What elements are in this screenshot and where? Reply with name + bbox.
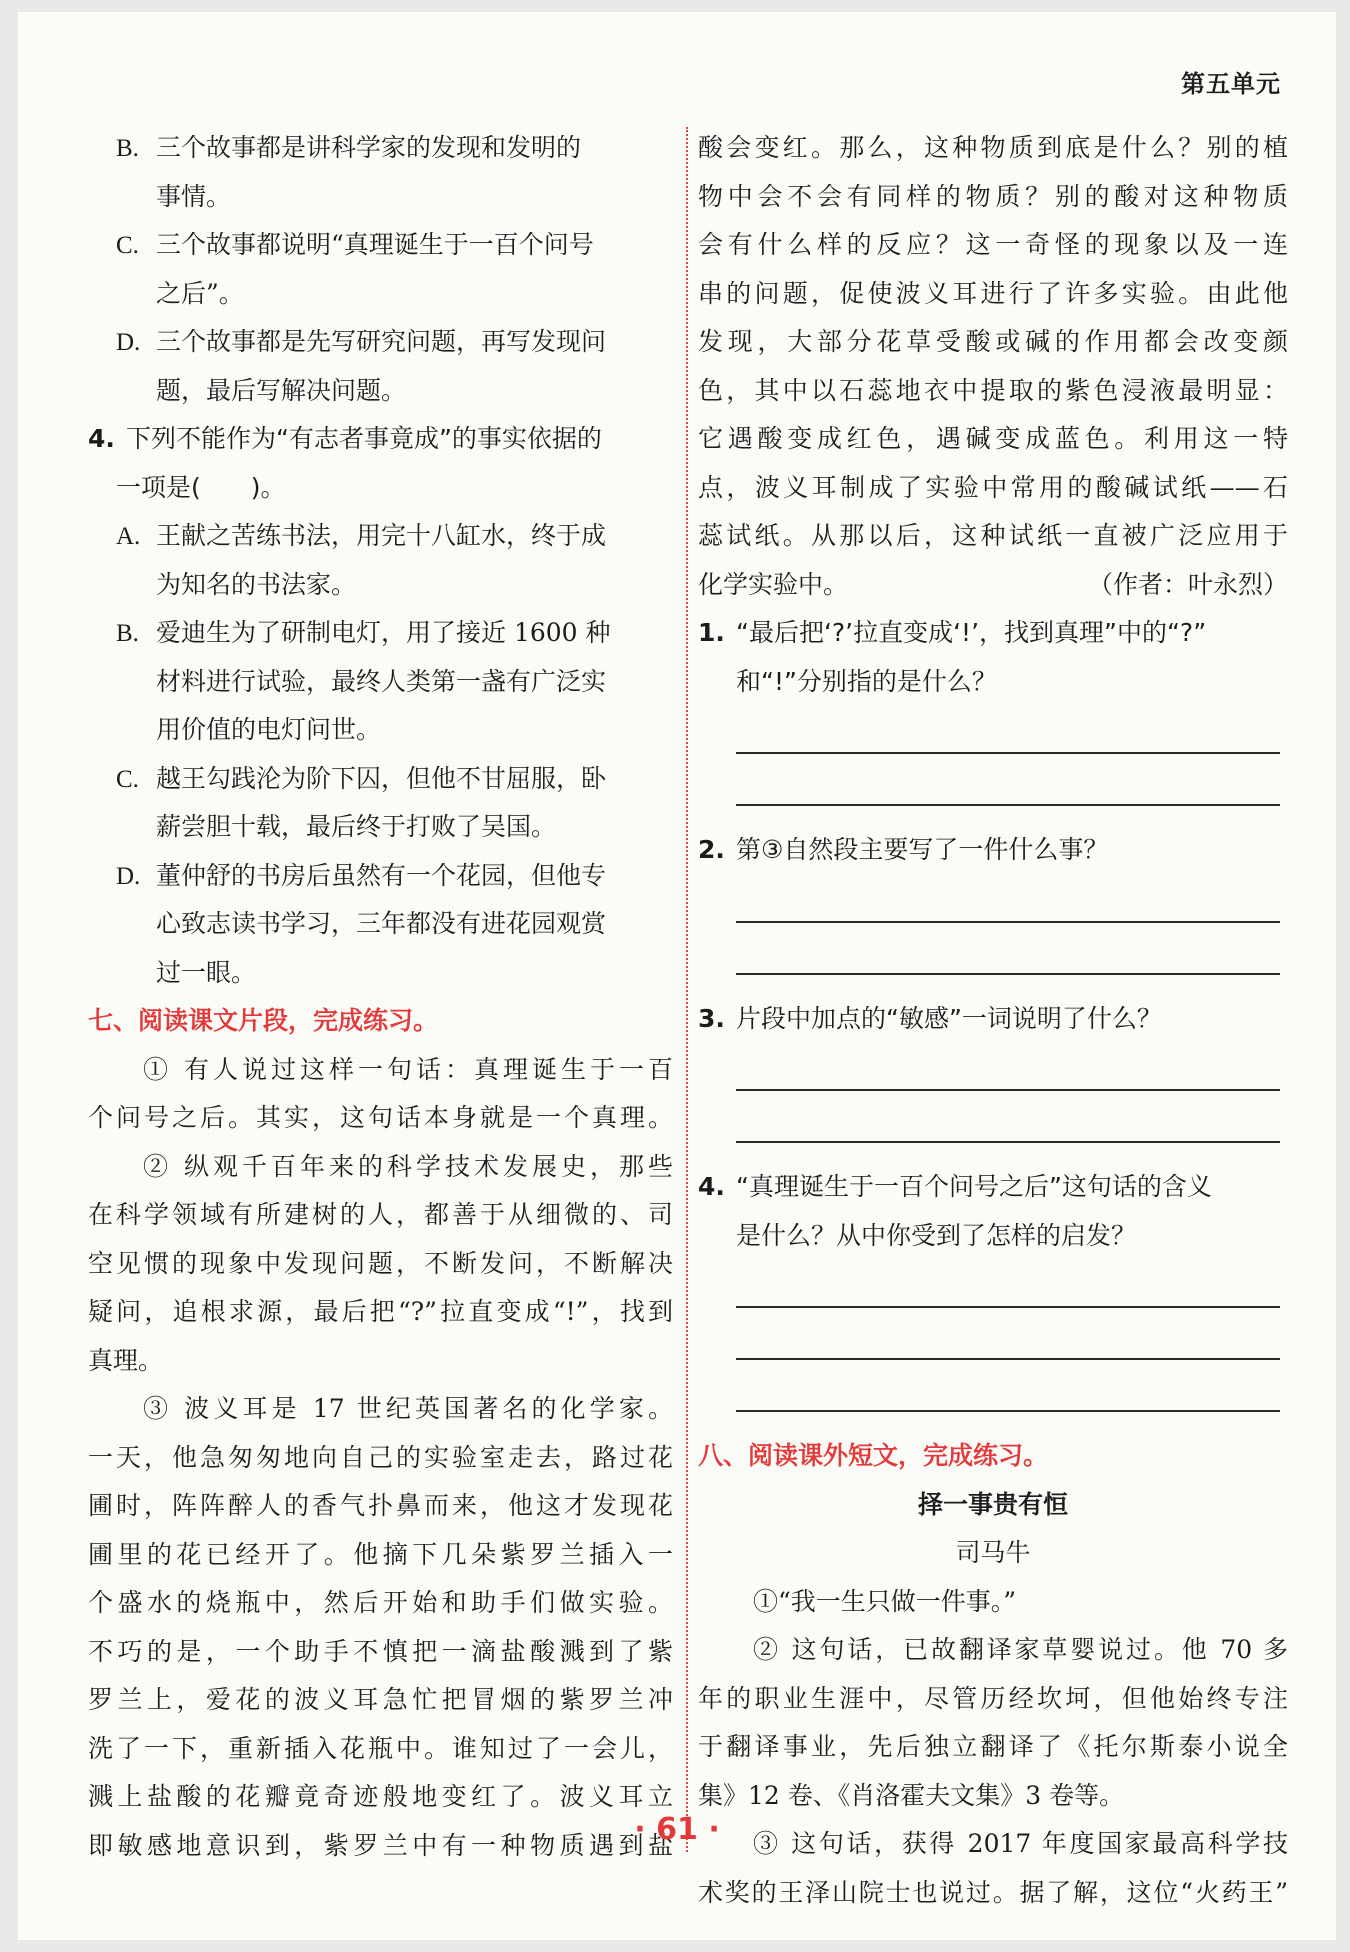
article-line: ③ 这句话，获得 2017 年度国家最高科学技 [753, 1829, 1288, 1858]
option-letter: D. [116, 862, 141, 890]
q3-option-line [88, 221, 673, 270]
option-letter: B. [116, 620, 139, 647]
question-text: 是什么？从中你受到了怎样的启发？ [736, 1220, 1137, 1250]
passage-line: 空见惯的现象中发现问题，不断发问，不断解决 [88, 1248, 673, 1278]
passage-last-line [698, 561, 1288, 610]
author-note: （作者：叶永烈） [1087, 569, 1288, 599]
q3-option-line [88, 318, 673, 367]
passage-line: 罗兰上，爱花的波义耳急忙把冒烟的紫罗兰冲 [88, 1685, 673, 1714]
q3-option-line [88, 270, 673, 319]
article-author: 司马牛 [955, 1538, 1031, 1567]
q4-option-line [88, 561, 673, 610]
answer-input-line[interactable] [736, 923, 1280, 975]
left-column [88, 124, 673, 1870]
passage-line: 串的问题，促使波义耳进行了许多实验。由此他 [698, 278, 1288, 308]
passage-line: 它遇酸变成红色，遇碱变成蓝色。利用这一特 [698, 424, 1288, 453]
question-number: 3. [698, 1003, 725, 1033]
passage-line: 物中会不会有同样的物质？别的酸对这种物质 [698, 181, 1288, 211]
passage-line: 溅上盐酸的花瓣竟奇迹般地变红了。波义耳立 [88, 1782, 673, 1811]
q4-option-line [88, 706, 673, 755]
q3-option-line [88, 367, 673, 416]
unit-header: 第五单元 [1181, 70, 1281, 98]
passage-line: 个问号之后。其实，这句话本身就是一个真理。 [88, 1103, 673, 1132]
passage-line: 即敏感地意识到，紫罗兰中有一种物质遇到盐 [88, 1830, 673, 1860]
option-text: 之后”。 [156, 278, 244, 308]
question-text: 下列不能作为“有志者事竟成”的事实依据的 [126, 424, 602, 453]
article-title: 择一事贵有恒 [917, 1489, 1068, 1519]
question-line [698, 658, 1288, 707]
article-line: 集》12 卷、《肖洛霍夫文集》3 卷等。 [698, 1780, 1125, 1810]
passage-line: 一天，他急匆匆地向自己的实验室走去，路过花 [88, 1442, 673, 1472]
q4-stem-cont: 一项是( )。 [116, 472, 286, 502]
option-text: 王献之苦练书法，用完十八缸水，终于成 [156, 521, 607, 550]
answer-input-line[interactable] [736, 706, 1280, 754]
question-number: 2. [698, 835, 725, 864]
option-text: 三个故事都是讲科学家的发现和发明的 [156, 133, 582, 162]
q3-option-line [88, 124, 673, 173]
question-line [698, 995, 1288, 1044]
option-letter: C. [116, 765, 139, 793]
question-number: 1. [698, 618, 725, 647]
question-line [698, 1212, 1288, 1261]
passage-line: 圃里的花已经开了。他摘下几朵紫罗兰插入一 [88, 1539, 673, 1569]
passage-line: 蕊试纸。从那以后，这种试纸一直被广泛应用于 [698, 521, 1288, 550]
article-line: 年的职业生涯中，尽管历经坎坷，但他始终专注 [698, 1683, 1288, 1713]
workbook-page [18, 12, 1336, 1940]
option-text: 越王勾践沦为阶下囚，但他不甘屈服，卧 [156, 763, 607, 793]
section-eight-title: 八、阅读课外短文，完成练习。 [698, 1441, 1049, 1470]
q4-option-line [88, 658, 673, 707]
q4-option-line [88, 803, 673, 852]
passage-line: 圃时，阵阵醉人的香气扑鼻而来，他这才发现花 [88, 1491, 673, 1520]
section-seven-title: 七、阅读课文片段，完成练习。 [88, 1006, 439, 1035]
article-line: ①“我一生只做一件事。” [753, 1586, 1017, 1616]
option-text: 三个故事都说明“真理诞生于一百个问号 [156, 230, 594, 259]
question-text: “最后把‘?’拉直变成‘!’，找到真理”中的“?” [736, 618, 1207, 647]
option-letter: D. [116, 329, 141, 356]
question-text: 和“!”分别指的是什么？ [736, 666, 997, 696]
answer-input-line[interactable] [736, 875, 1280, 923]
q4-option-line [88, 949, 673, 998]
question-number: 4. [88, 424, 115, 453]
passage-line: 在科学领域有所建树的人，都善于从细微的、司 [88, 1200, 673, 1229]
passage-line: 会有什么样的反应？这一奇怪的现象以及一连 [698, 230, 1288, 259]
option-text: 三个故事都是先写研究问题，再写发现问 [156, 327, 607, 356]
question-line [698, 826, 1288, 875]
question-line [698, 609, 1288, 658]
option-text: 事情。 [156, 181, 232, 211]
passage-line: 真理。 [88, 1345, 164, 1375]
option-letter: B. [116, 135, 139, 162]
article-line: 于翻译事业，先后独立翻译了《托尔斯泰小说全 [698, 1732, 1288, 1761]
option-text: 心致志读书学习，三年都没有进花园观赏 [156, 909, 607, 938]
question-line [698, 1163, 1288, 1212]
passage-line: 点，波义耳制成了实验中常用的酸碱试纸——石 [698, 472, 1288, 502]
article-line: ② 这句话，已故翻译家草婴说过。他 70 多 [753, 1635, 1288, 1664]
option-text: 薪尝胆十载，最后终于打败了吴国。 [156, 812, 557, 841]
passage-line: 不巧的是，一个助手不慎把一滴盐酸溅到了紫 [88, 1636, 673, 1666]
option-text: 材料进行试验，最终人类第一盏有广泛实 [156, 666, 607, 696]
option-text: 董仲舒的书房后虽然有一个花园，但他专 [156, 860, 607, 890]
passage-line: ② 纵观千百年来的科学技术发展史，那些 [143, 1151, 673, 1181]
passage-line: ③ 波义耳是 17 世纪英国著名的化学家。 [143, 1394, 673, 1423]
q4-option-line [88, 512, 673, 561]
option-text: 题，最后写解决问题。 [156, 375, 407, 405]
answer-input-line[interactable] [736, 1360, 1280, 1412]
passage-line: 疑问，追根求源，最后把“?”拉直变成“!”，找到 [88, 1297, 673, 1326]
q3-option-line [88, 173, 673, 222]
answer-input-line[interactable] [736, 1308, 1280, 1360]
passage-line: 发现，大部分花草受酸或碱的作用都会改变颜 [698, 327, 1288, 356]
column-divider [686, 127, 688, 1852]
question-text: 片段中加点的“敏感”一词说明了什么？ [736, 1003, 1162, 1033]
answer-input-line[interactable] [736, 1260, 1280, 1308]
option-text: 为知名的书法家。 [156, 569, 357, 599]
page-number: · 61 · [634, 1812, 720, 1847]
passage-line: 酸会变红。那么，这种物质到底是什么？别的植 [698, 133, 1288, 162]
question-number: 4. [698, 1172, 725, 1201]
passage-line: 个盛水的烧瓶中，然后开始和助手们做实验。 [88, 1588, 673, 1617]
q4-option-line [88, 755, 673, 804]
passage-line: 色，其中以石蕊地衣中提取的紫色浸液最明显： [698, 375, 1288, 405]
right-column [698, 124, 1288, 1917]
option-text: 过一眼。 [156, 957, 257, 987]
q4-stem [88, 415, 673, 464]
answer-input-line[interactable] [736, 1091, 1280, 1143]
q4-option-line [88, 609, 673, 658]
answer-input-line[interactable] [736, 1043, 1280, 1091]
question-text: “真理诞生于一百个问号之后”这句话的含义 [736, 1172, 1212, 1201]
passage-line: ① 有人说过这样一句话：真理诞生于一百 [143, 1054, 673, 1084]
passage-end-text: 化学实验中。 [698, 569, 849, 599]
option-text: 用价值的电灯问世。 [156, 715, 382, 744]
answer-input-line[interactable] [736, 754, 1280, 806]
passage-line: 洗了一下，重新插入花瓶中。谁知过了一会儿， [88, 1733, 673, 1763]
article-line: 术奖的王泽山院士也说过。据了解，这位“火药王” [698, 1877, 1288, 1907]
q4-option-line [88, 852, 673, 901]
option-letter: C. [116, 232, 139, 259]
question-text: 第③自然段主要写了一件什么事？ [736, 835, 1109, 864]
option-text: 爱迪生为了研制电灯，用了接近 1600 种 [156, 618, 611, 647]
option-letter: A. [116, 523, 141, 550]
q4-option-line [88, 900, 673, 949]
